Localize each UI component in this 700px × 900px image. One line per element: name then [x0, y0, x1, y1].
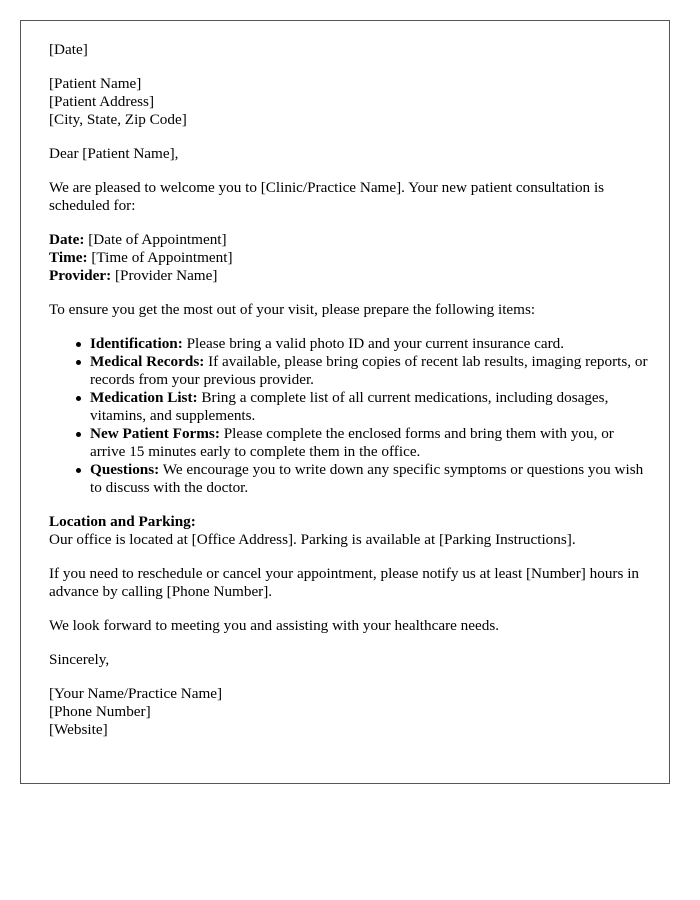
list-item: [90, 335, 649, 353]
appointment-time: [49, 249, 649, 267]
appointment-provider-label: Provider:: [49, 267, 112, 284]
appointment-date-label: Date:: [49, 231, 85, 248]
prepare-items-list: [49, 335, 649, 497]
item-text: Please bring a valid photo ID and your current insurance card.: [182, 335, 565, 352]
signature-website: [Website]: [49, 721, 108, 738]
letter: [20, 20, 670, 784]
item-text: Please complete the enclosed forms and bring them with you, or arrive 15 minutes early to complete them in the office.: [90, 425, 614, 460]
item-text: We encourage you to write down any specific symptoms or questions you wish to discuss with the doctor.: [90, 461, 644, 496]
appointment-provider-value: [Provider Name]: [111, 267, 218, 284]
item-label: Medical Records:: [90, 353, 205, 370]
recipient-address: [Patient Address]: [49, 93, 155, 110]
intro-paragraph: We are pleased to welcome you to [Clinic/Practice Name]. Your new patient consultation is scheduled for:: [49, 179, 605, 214]
appointment-provider: [49, 267, 649, 285]
item-label: Medication List:: [90, 389, 198, 406]
list-item: [90, 461, 649, 497]
item-label: New Patient Forms:: [90, 425, 220, 442]
location-heading: Location and Parking:: [49, 513, 196, 530]
signature-phone: [Phone Number]: [49, 703, 151, 720]
appointment-time-value: [Time of Appointment]: [87, 249, 233, 266]
closing-line: We look forward to meeting you and assisting with your healthcare needs.: [49, 617, 500, 634]
recipient-block: [49, 75, 649, 129]
list-item: [90, 389, 649, 425]
salutation: Dear [Patient Name],: [49, 145, 179, 162]
appointment-details: [49, 231, 649, 285]
list-item: [90, 353, 649, 389]
prepare-intro: To ensure you get the most out of your visit, please prepare the following items:: [49, 301, 536, 318]
location-section: [49, 513, 649, 549]
letter-date: [Date]: [49, 41, 88, 58]
recipient-city-state-zip: [City, State, Zip Code]: [49, 111, 187, 128]
signature-block: [49, 685, 649, 739]
location-text: Our office is located at [Office Address]. Parking is available at [Parking Instructions].: [49, 531, 576, 548]
list-item: [90, 425, 649, 461]
appointment-date: [49, 231, 649, 249]
item-label: Questions:: [90, 461, 160, 478]
appointment-time-label: Time:: [49, 249, 88, 266]
item-label: Identification:: [90, 335, 183, 352]
signoff: Sincerely,: [49, 651, 110, 668]
appointment-date-value: [Date of Appointment]: [84, 231, 227, 248]
signature-name: [Your Name/Practice Name]: [49, 685, 223, 702]
recipient-name: [Patient Name]: [49, 75, 142, 92]
reschedule-paragraph: If you need to reschedule or cancel your appointment, please notify us at least [Number] hours in advance by calling [Phone Number].: [49, 565, 640, 600]
item-text: If available, please bring copies of recent lab results, imaging reports, or records from your previous provider.: [90, 353, 648, 388]
item-text: Bring a complete list of all current medications, including dosages, vitamins, and supplements.: [90, 389, 609, 424]
